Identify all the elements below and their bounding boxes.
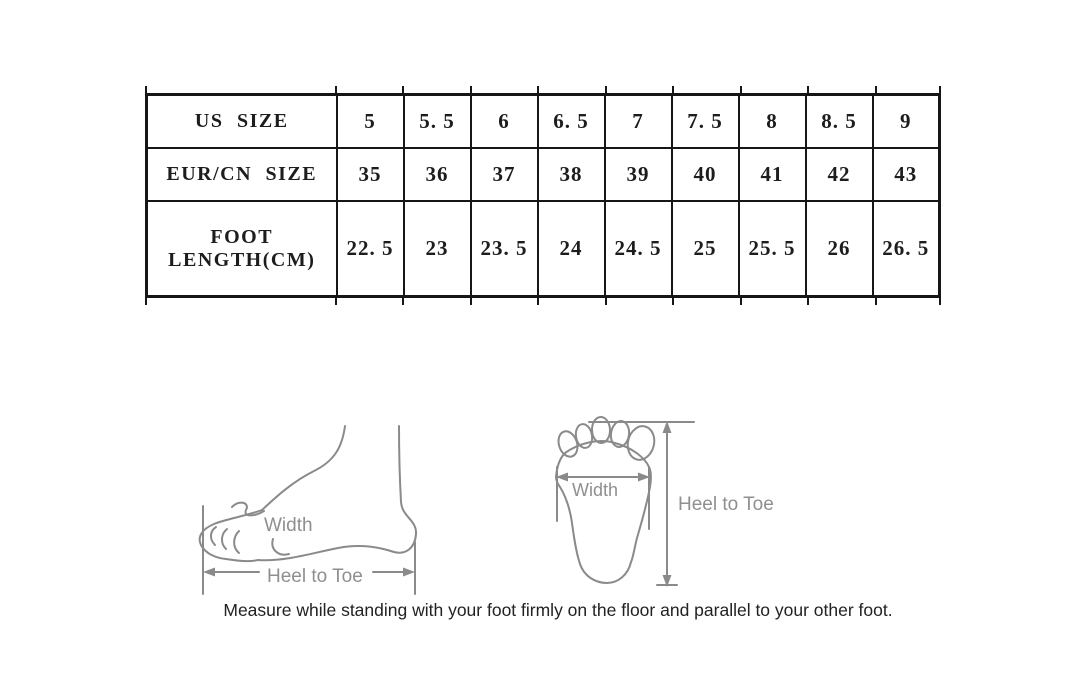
side-view-heel-to-toe-label: Heel to Toe bbox=[267, 566, 363, 587]
table-cell: 42 bbox=[806, 148, 873, 201]
row-label-eur-cn-size: EUR/CN SIZE bbox=[147, 148, 337, 201]
table-cell: 5 bbox=[337, 95, 404, 149]
row-label-foot-length: FOOT LENGTH(CM) bbox=[147, 201, 337, 296]
table-cell: 38 bbox=[538, 148, 605, 201]
side-view-width-label: Width bbox=[264, 515, 313, 536]
table-cell: 25 bbox=[672, 201, 739, 296]
table-cell: 24. 5 bbox=[605, 201, 672, 296]
table-cell: 43 bbox=[873, 148, 940, 201]
table-cell: 39 bbox=[605, 148, 672, 201]
table-cell: 40 bbox=[672, 148, 739, 201]
size-chart-table-container bbox=[145, 93, 941, 298]
table-cell: 24 bbox=[538, 201, 605, 296]
table-cell: 26. 5 bbox=[873, 201, 940, 296]
table-cell: 8 bbox=[739, 95, 806, 149]
table-row-eur-cn-size bbox=[147, 148, 940, 201]
table-cell: 7. 5 bbox=[672, 95, 739, 149]
table-cell: 25. 5 bbox=[739, 201, 806, 296]
table-cell: 8. 5 bbox=[806, 95, 873, 149]
measurement-instructions: Measure while standing with your foot firmly on the floor and parallel to your other foot. bbox=[223, 600, 893, 620]
table-cell: 9 bbox=[873, 95, 940, 149]
table-cell: 22. 5 bbox=[337, 201, 404, 296]
table-cell: 35 bbox=[337, 148, 404, 201]
table-cell: 7 bbox=[605, 95, 672, 149]
table-cell: 23 bbox=[404, 201, 471, 296]
top-view-heel-to-toe-label: Heel to Toe bbox=[678, 494, 774, 515]
table-cell: 5. 5 bbox=[404, 95, 471, 149]
table-gridline-overshoot-bottom bbox=[145, 296, 147, 305]
size-conversion-table bbox=[145, 93, 941, 298]
table-cell: 36 bbox=[404, 148, 471, 201]
table-cell: 6. 5 bbox=[538, 95, 605, 149]
table-row-foot-length bbox=[147, 201, 940, 296]
table-cell: 26 bbox=[806, 201, 873, 296]
table-row-us-size bbox=[147, 95, 940, 149]
table-cell: 6 bbox=[471, 95, 538, 149]
table-cell: 23. 5 bbox=[471, 201, 538, 296]
row-label-us-size: US SIZE bbox=[147, 95, 337, 149]
table-gridline-overshoot-top bbox=[145, 86, 147, 95]
table-cell: 41 bbox=[739, 148, 806, 201]
table-cell: 37 bbox=[471, 148, 538, 201]
top-view-width-label: Width bbox=[572, 480, 619, 500]
